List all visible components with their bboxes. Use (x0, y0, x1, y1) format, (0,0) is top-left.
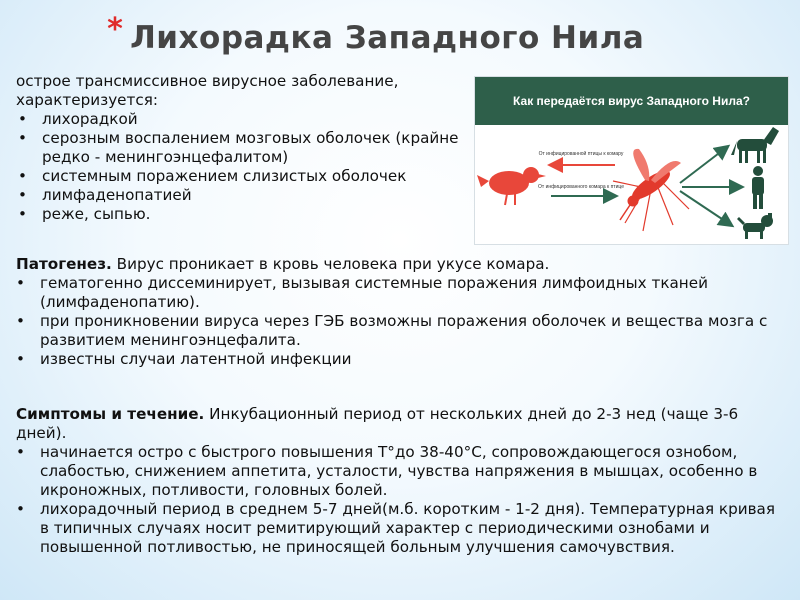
intro-lead: острое трансмиссивное вирусное заболевание, характеризуется: (16, 72, 399, 109)
symptoms-text: Инкубационный период от нескольких дней до 2-3 нед (чаще 3-6 дней). (16, 405, 739, 442)
title-block (106, 12, 645, 64)
symptoms-lead (16, 405, 786, 443)
dog-icon (737, 213, 773, 239)
symptoms-heading: Симптомы и течение. (16, 405, 205, 423)
page-title: Лихорадка Западного Нила (130, 20, 645, 56)
arrow-label-bottom: От инфицированного комара к птице (538, 184, 624, 190)
intro-block (16, 72, 476, 224)
list-item: • реже, сыпью. (16, 205, 476, 224)
intro-list (16, 110, 476, 224)
arrow-to-horse (680, 147, 727, 183)
list-item: • лимфаденопатией (16, 186, 476, 205)
pathogenesis-block (16, 255, 776, 369)
list-item: • гематогенно диссеминирует, вызывая системные поражения лимфоидных тканей (лимфаденопатию). (16, 274, 776, 312)
mosquito-icon (613, 149, 689, 231)
list-item: • начинается остро с быстрого повышения Т°до 38-40°С, сопровождающегося ознобом, слабостью, снижением аппетита, усталости, чувства напряжения в мышцах, особенно в икроножных, потливости, головных болей. (16, 443, 786, 500)
symptoms-block (16, 405, 786, 557)
horse-icon (731, 127, 779, 163)
pathogenesis-text: Вирус проникает в кровь человека при укусе комара. (116, 255, 550, 273)
bird-icon (477, 167, 546, 205)
list-item: • известны случаи латентной инфекции (16, 350, 776, 369)
pathogenesis-heading: Патогенез. (16, 255, 112, 273)
star-bullet-icon: * (106, 12, 125, 47)
list-item: • системным поражением слизистых оболочек (16, 167, 476, 186)
list-item: • лихорадкой (16, 110, 476, 129)
transmission-figure (474, 76, 789, 245)
list-item: • лихорадочный период в среднем 5-7 дней(м.б. коротким - 1-2 дня). Температурная кривая в типичных случаях носит ремитирующий характер с периодическими ознобами и повышенной потливостью, не приносящей больным улучшения самочувствия. (16, 500, 786, 557)
arrow-label-top: От инфицированной птицы к комару (538, 151, 624, 157)
list-item: • серозным воспалением мозговых оболочек (крайне редко - менингоэнцефалитом) (16, 129, 476, 167)
list-item: • при проникновении вируса через ГЭБ возможны поражения оболочек и вещества мозга с развитием менингоэнцефалита. (16, 312, 776, 350)
human-icon (752, 166, 764, 209)
figure-header: Как передаётся вирус Западного Нила? (475, 77, 788, 125)
transmission-diagram (475, 125, 788, 244)
pathogenesis-lead (16, 255, 776, 274)
